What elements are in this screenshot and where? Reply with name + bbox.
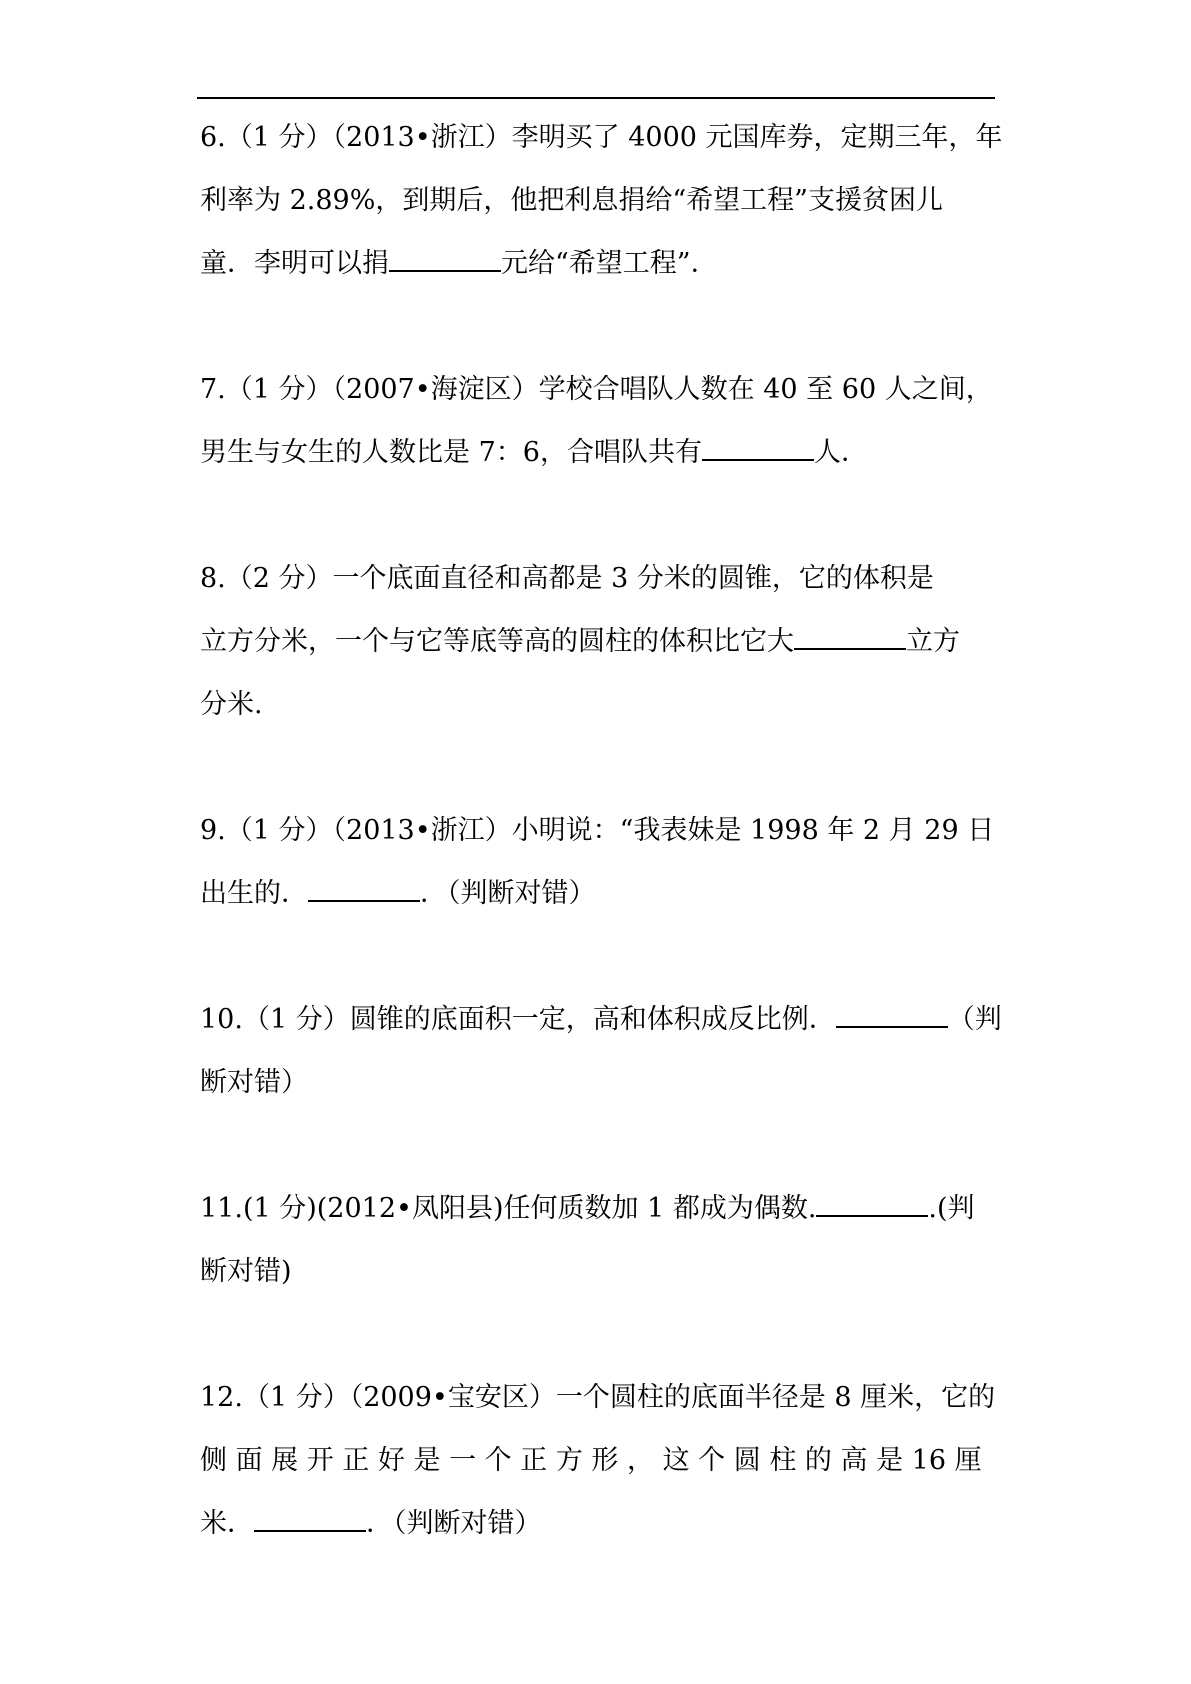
question-6-line-1: 6.（1 分）（2013•浙江）李明买了 4000 元国库券，定期三年，年 bbox=[200, 122, 1003, 153]
header-rule bbox=[197, 97, 995, 99]
question-8 bbox=[200, 547, 996, 736]
spacer bbox=[200, 295, 996, 358]
question-6-text-a: 童．李明可以捐 bbox=[200, 248, 389, 279]
question-10-line-1 bbox=[200, 988, 1002, 1051]
question-8-text-b: 立方 bbox=[906, 626, 960, 657]
question-6-line-2: 利率为 2.89%，到期后，他把利息捐给“希望工程”支援贫困儿 bbox=[200, 185, 943, 216]
question-12 bbox=[200, 1366, 996, 1555]
question-12-text-b: ．（判断对错） bbox=[366, 1508, 542, 1539]
question-9-text-b: ．（判断对错） bbox=[420, 878, 596, 909]
question-7-text-b: 人． bbox=[813, 437, 868, 468]
question-8-line-1: 8.（2 分）一个底面直径和高都是 3 分米的圆锥，它的体积是 bbox=[200, 563, 934, 594]
question-9-line-1: 9.（1 分）（2013•浙江）小明说：“我表妹是 1998 年 2 月 29 日 bbox=[200, 815, 995, 846]
question-10-text-b: （判 bbox=[947, 1004, 1002, 1035]
spacer bbox=[200, 1114, 996, 1177]
question-11-line-1 bbox=[200, 1177, 996, 1240]
question-11 bbox=[200, 1177, 996, 1303]
answer-blank-10[interactable] bbox=[836, 1004, 948, 1028]
question-7 bbox=[200, 358, 996, 484]
spacer bbox=[200, 484, 996, 547]
question-8-text-a: 立方分米，一个与它等底等高的圆柱的体积比它大 bbox=[200, 626, 794, 657]
question-6-line-3 bbox=[200, 232, 996, 295]
question-8-line-2 bbox=[200, 610, 996, 673]
question-12-line-1: 12.（1 分）（2009•宝安区）一个圆柱的底面半径是 8 厘米，它的 bbox=[200, 1382, 996, 1413]
question-12-line-3 bbox=[200, 1492, 996, 1555]
question-6 bbox=[200, 106, 1003, 295]
answer-blank-6[interactable] bbox=[389, 248, 501, 272]
question-7-line-2 bbox=[200, 421, 996, 484]
question-9 bbox=[200, 799, 996, 925]
question-11-text-b: .(判 bbox=[928, 1193, 975, 1224]
spacer bbox=[200, 1303, 996, 1366]
question-6-text-b: 元给“希望工程”． bbox=[501, 248, 718, 279]
question-9-line-2 bbox=[200, 862, 996, 925]
answer-blank-11[interactable] bbox=[816, 1193, 928, 1217]
question-10-text-a: 10.（1 分）圆锥的底面积一定，高和体积成反比例． bbox=[200, 1004, 836, 1035]
answer-blank-9[interactable] bbox=[308, 878, 420, 902]
question-7-line-1: 7.（1 分）（2007•海淀区）学校合唱队人数在 40 至 60 人之间， bbox=[200, 374, 993, 405]
answer-blank-8[interactable] bbox=[794, 626, 906, 650]
question-10 bbox=[200, 988, 1002, 1114]
question-8-line-3: 分米. bbox=[200, 689, 263, 720]
question-12-line-2: 侧 面 展 开 正 好 是 一 个 正 方 形 ， 这 个 圆 柱 的 高 是 16 厘 bbox=[200, 1445, 982, 1476]
answer-blank-7[interactable] bbox=[702, 437, 814, 461]
question-10-line-2: 断对错） bbox=[200, 1067, 308, 1098]
question-11-text-a: 11.(1 分)(2012•凤阳县)任何质数加 1 都成为偶数. bbox=[200, 1193, 817, 1224]
answer-blank-12[interactable] bbox=[254, 1508, 366, 1532]
question-7-text-a: 男生与女生的人数比是 7：6，合唱队共有 bbox=[200, 437, 702, 468]
question-9-text-a: 出生的． bbox=[200, 878, 308, 909]
spacer bbox=[200, 925, 996, 988]
spacer bbox=[200, 736, 996, 799]
question-list bbox=[200, 106, 1003, 1555]
question-11-line-2: 断对错) bbox=[200, 1256, 292, 1287]
question-12-text-a: 米． bbox=[200, 1508, 254, 1539]
